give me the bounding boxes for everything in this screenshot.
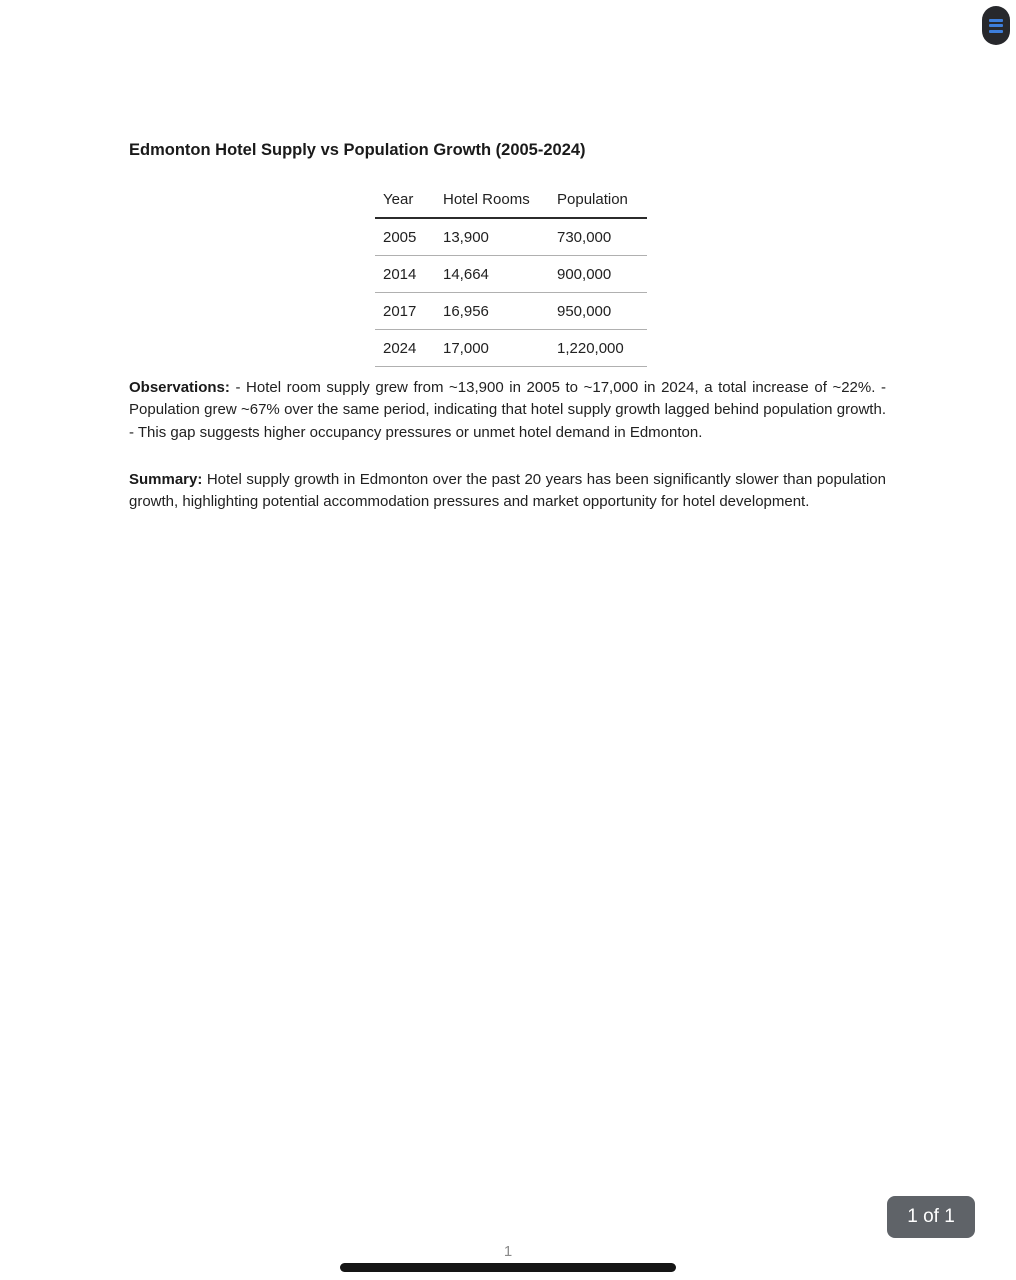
table-cell-hotel-rooms: 14,664 bbox=[435, 256, 549, 293]
table-cell-year: 2017 bbox=[375, 293, 435, 330]
table-header-row bbox=[375, 181, 647, 218]
table-row bbox=[375, 293, 647, 330]
page-number: 1 bbox=[503, 1243, 513, 1260]
summary-paragraph bbox=[129, 469, 886, 514]
table-cell-hotel-rooms: 13,900 bbox=[435, 218, 549, 256]
table-row bbox=[375, 330, 647, 367]
hamburger-menu-icon bbox=[989, 24, 1003, 27]
table-cell-population: 730,000 bbox=[549, 218, 647, 256]
table-cell-hotel-rooms: 17,000 bbox=[435, 330, 549, 367]
hamburger-menu-icon bbox=[989, 30, 1003, 33]
table-cell-year: 2005 bbox=[375, 218, 435, 256]
summary-text: Hotel supply growth in Edmonton over the past 20 years has been significantly slower than population growth, highlighting potential accommodation pressures and market opportunity for hotel development. bbox=[129, 471, 886, 511]
table-header-hotel-rooms: Hotel Rooms bbox=[435, 181, 549, 218]
table-cell-population: 900,000 bbox=[549, 256, 647, 293]
table-row bbox=[375, 256, 647, 293]
document-title: Edmonton Hotel Supply vs Population Growth (2005-2024) bbox=[129, 141, 586, 159]
menu-button[interactable] bbox=[982, 6, 1010, 45]
table-cell-population: 1,220,000 bbox=[549, 330, 647, 367]
observations-paragraph bbox=[129, 377, 886, 444]
table-cell-population: 950,000 bbox=[549, 293, 647, 330]
table-header-population: Population bbox=[549, 181, 647, 218]
table-cell-year: 2014 bbox=[375, 256, 435, 293]
summary-label: Summary: bbox=[129, 471, 203, 488]
table-header-year: Year bbox=[375, 181, 435, 218]
observations-text: - Hotel room supply grew from ~13,900 in 2005 to ~17,000 in 2024, a total increase of ~22%. - Population grew ~67% over the same period, indicating that hotel supply growth lagged behind population growth. - This gap suggests higher occupancy pressures or unmet hotel demand in Edmonton. bbox=[129, 379, 886, 441]
table-cell-hotel-rooms: 16,956 bbox=[435, 293, 549, 330]
home-indicator[interactable] bbox=[340, 1263, 676, 1272]
table-container bbox=[375, 181, 647, 367]
table-cell-year: 2024 bbox=[375, 330, 435, 367]
table-row bbox=[375, 218, 647, 256]
observations-label: Observations: bbox=[129, 379, 230, 396]
page-indicator-badge: 1 of 1 bbox=[887, 1196, 975, 1238]
hamburger-menu-icon bbox=[989, 19, 1003, 22]
data-table bbox=[375, 181, 647, 367]
